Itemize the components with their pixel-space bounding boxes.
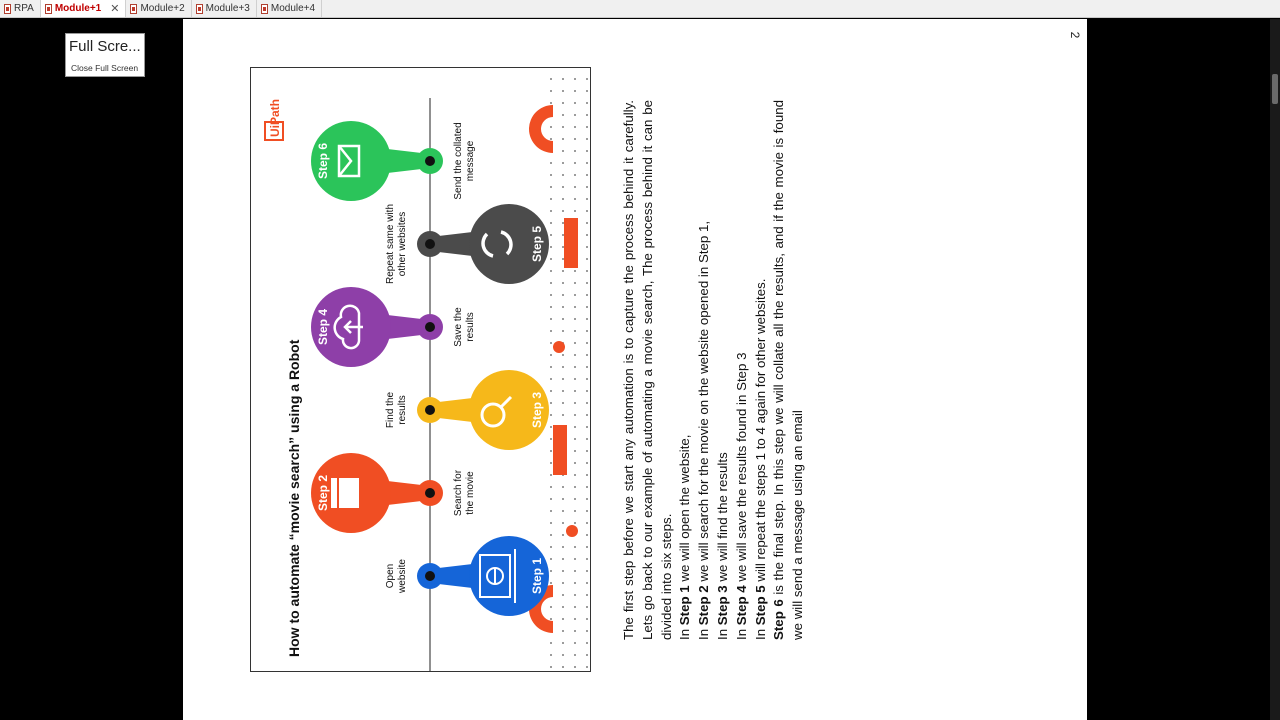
decor-dot [586,270,588,272]
decor-dot [550,126,552,128]
decor-dot [550,102,552,104]
decor-dot [562,198,564,200]
decor-dot [586,618,588,620]
decor-dot [550,402,552,404]
tab-label: Module+3 [205,3,250,14]
decor-dot [562,318,564,320]
dot-shape [553,341,565,353]
decor-dot [586,354,588,356]
decor-dot [562,126,564,128]
decor-dot [550,342,552,344]
slide-title: How to automate “movie search” using a Robot [286,339,302,657]
step-3 [385,370,549,450]
decor-dot [586,498,588,500]
full-screen-title: Full Scre... [69,38,141,55]
decor-dot [550,270,552,272]
decor-dot [574,366,576,368]
decor-dot [550,642,552,644]
decor-dot [562,174,564,176]
decor-dot [574,282,576,284]
decor-dot [574,582,576,584]
decor-dot [574,390,576,392]
decor-dot [550,510,552,512]
decor-dot [574,330,576,332]
decor-dot [562,630,564,632]
decor-dot [586,426,588,428]
decor-dot [586,102,588,104]
decor-dot [586,294,588,296]
decor-dot [574,198,576,200]
decor-dot [574,342,576,344]
decor-dot [574,438,576,440]
decor-dot [574,606,576,608]
decor-dot [562,522,564,524]
decor-dot [562,510,564,512]
step-label: the movie [465,471,476,515]
decor-dot [586,234,588,236]
decor-dot [574,450,576,452]
decor-dot [586,534,588,536]
decor-dot [586,594,588,596]
decor-dot [550,390,552,392]
decor-dot [586,546,588,548]
decor-dot [586,330,588,332]
clapperboard-icon [331,478,359,508]
decor-dot [586,162,588,164]
decor-dot [550,414,552,416]
decor-dot [562,234,564,236]
decor-dot [562,594,564,596]
decor-dot [562,642,564,644]
step-4 [311,287,476,367]
decor-dot [550,450,552,452]
decor-dot [574,402,576,404]
decor-dot [550,258,552,260]
decor-dot [586,402,588,404]
decor-dot [550,198,552,200]
step-line: In Step 4 we will save the results found in Step 3 [733,352,749,640]
decor-dot [550,546,552,548]
tab-label: RPA [14,3,34,14]
tab-label: Module+4 [270,3,316,14]
decor-dot [550,654,552,656]
decor-dot [574,522,576,524]
decor-dot [550,234,552,236]
decor-dot [562,354,564,356]
decor-dot [586,222,588,224]
decor-dot [586,174,588,176]
pdf-file-icon [45,4,52,14]
close-tab-icon[interactable]: ✕ [110,3,120,15]
step-label: results [397,395,408,425]
decor-dot [586,186,588,188]
process-slide [250,67,591,672]
decor-dot [574,354,576,356]
decor-dot [586,342,588,344]
step-1 [385,536,549,616]
decor-dot [562,366,564,368]
decor-dot [586,126,588,128]
decor-dot [562,306,564,308]
step-label: message [465,140,476,182]
decor-dot [574,270,576,272]
scrollbar-thumb[interactable] [1272,74,1278,104]
tab-module-3[interactable] [192,0,257,17]
decor-dot [574,498,576,500]
decor-dot [574,174,576,176]
decor-dot [586,582,588,584]
decor-dot [586,558,588,560]
step-line: In Step 2 we will search for the movie on the website opened in Step 1, [696,220,712,640]
decor-dot [574,414,576,416]
decor-dot [550,606,552,608]
decor-dot [586,114,588,116]
decor-dot [562,618,564,620]
decor-dot [562,378,564,380]
step-badge: Step 5 [530,225,544,263]
decor-dot [562,78,564,80]
step-label: Send the collated [453,122,464,200]
document-tab-bar [0,0,1280,18]
decor-dot [562,330,564,332]
decor-dot [586,438,588,440]
decor-dot [574,570,576,572]
full-screen-popup [65,33,145,77]
decor-dot [550,222,552,224]
decor-dot [562,546,564,548]
step-6 [311,121,476,201]
decor-dot [586,450,588,452]
decor-dot [550,330,552,332]
decor-dot [550,534,552,536]
decor-dot [550,378,552,380]
step-label: Find the [385,391,396,429]
bar-shape [564,218,578,268]
decor-dot [562,138,564,140]
decor-dot [562,102,564,104]
step-badge: Step 2 [316,474,330,512]
decor-dot [550,306,552,308]
step-label: results [465,312,476,342]
decor-dot [574,186,576,188]
decor-dot [550,162,552,164]
decor-dot [586,390,588,392]
decor-dot [562,498,564,500]
decor-dot [550,282,552,284]
step-badge: Step 4 [316,308,330,346]
decor-dot [574,558,576,560]
decor-dot [550,90,552,92]
decor-dot [550,558,552,560]
decor-dot [562,390,564,392]
decor-dot [550,582,552,584]
decor-dot [574,162,576,164]
decor-dot [550,294,552,296]
decor-dot [574,462,576,464]
step-label: Open [385,563,396,589]
decor-dot [550,570,552,572]
pdf-file-icon [196,4,203,14]
decor-dot [562,414,564,416]
decor-dot [574,114,576,116]
decor-dot [574,78,576,80]
decor-dot [586,210,588,212]
step-badge: Step 1 [530,557,544,595]
tab-label: Module+1 [54,3,102,14]
decor-dot [562,666,564,668]
decor-dot [574,642,576,644]
decor-dot [586,666,588,668]
pdf-file-icon [261,4,268,14]
decor-dot [574,654,576,656]
step-label: other websites [397,211,408,277]
decor-dot [574,474,576,476]
tab-module-4[interactable] [257,0,322,17]
decor-dot [574,510,576,512]
decor-dot [562,246,564,248]
tab-module-2[interactable] [126,0,191,17]
decor-dot [574,426,576,428]
step-line: In Step 3 we will find the results [714,452,730,640]
decor-dot [550,210,552,212]
decor-dot [550,186,552,188]
step-label: website [397,559,408,593]
decor-dot [586,630,588,632]
decor-dot [562,402,564,404]
decor-dot [550,318,552,320]
decor-dot [562,558,564,560]
decor-dot [574,318,576,320]
decor-dot [550,462,552,464]
decor-dot [586,570,588,572]
page-number: 2 [1068,31,1082,39]
decor-dot [562,570,564,572]
vertical-scrollbar[interactable] [1270,19,1280,720]
half-ring-shape [529,105,553,153]
decor-dot [574,378,576,380]
decor-dot [586,510,588,512]
decor-dot [562,534,564,536]
decor-dot [562,258,564,260]
uipath-logo [265,99,283,140]
step-label: Repeat same with [385,203,396,285]
decor-dot [586,522,588,524]
decor-dot [586,198,588,200]
decor-dot [562,270,564,272]
decor-dot [574,618,576,620]
process-diagram [251,68,591,672]
decor-dot [574,630,576,632]
decor-dot [550,474,552,476]
decor-dot [586,366,588,368]
logo-text: UiPath [268,98,282,137]
tab-rpa[interactable] [0,0,41,17]
decor-dot [586,78,588,80]
description-text [620,100,805,640]
pdf-file-icon [4,4,11,14]
decor-dot [550,618,552,620]
decor-dot [586,462,588,464]
decor-dot [574,126,576,128]
decor-dot [550,174,552,176]
tab-label: Module+2 [140,3,185,14]
decor-dot [562,282,564,284]
decor-dot [550,78,552,80]
decor-dot [574,210,576,212]
decor-dot [562,162,564,164]
decor-dot [586,306,588,308]
decor-dot [574,546,576,548]
dot-shape [566,525,578,537]
decor-dot [550,666,552,668]
decor-dot [550,486,552,488]
step-label: Search for [453,469,464,517]
decor-dot [586,474,588,476]
decor-dot [550,522,552,524]
decor-dot [550,366,552,368]
decor-dot [574,138,576,140]
decor-dot [562,114,564,116]
decor-dot [574,294,576,296]
decor-dot [574,150,576,152]
decor-dot [574,90,576,92]
step-line: In Step 5 will repeat the steps 1 to 4 again for other websites. [752,278,768,640]
decor-dot [562,486,564,488]
step-5 [385,204,549,284]
decor-dot [562,294,564,296]
close-full-screen-button[interactable]: Close Full Screen [71,63,139,73]
decor-dot [586,138,588,140]
step-line: Step 6 is the final step. In this step we will collate all the results, and if the movie is found we will send a message using an email [771,100,806,640]
decor-dot [586,606,588,608]
decor-dot [562,654,564,656]
decor-dot [562,582,564,584]
decor-dot [550,438,552,440]
decor-dot [586,282,588,284]
step-line: In Step 1 we will open the website, [677,434,693,640]
decor-dot [586,150,588,152]
decor-dot [586,642,588,644]
dotted-band [550,78,588,668]
decor-dot [586,90,588,92]
decor-dot [574,594,576,596]
tab-module-1[interactable] [41,0,127,17]
decor-dot [550,426,552,428]
decor-dot [574,102,576,104]
decor-dot [550,138,552,140]
bar-shape [553,425,567,475]
decor-dot [562,90,564,92]
decor-dot [562,606,564,608]
step-2 [311,453,476,533]
step-badge: Step 3 [530,391,544,429]
decor-dot [586,258,588,260]
decor-dot [586,246,588,248]
step-badge: Step 6 [316,142,330,180]
decor-dot [586,654,588,656]
decor-dot [586,486,588,488]
step-label: Save the [453,307,464,347]
decor-dot [586,378,588,380]
decor-dot [586,318,588,320]
decor-dot [586,414,588,416]
decor-dot [574,486,576,488]
decor-dot [550,498,552,500]
decor-dot [574,306,576,308]
decor-dot [562,210,564,212]
decor-dot [562,150,564,152]
decor-dot [550,354,552,356]
decor-dot [574,666,576,668]
intro-paragraph: The first step before we start any automation is to capture the process behind it carefully. Lets go back to our example of automating a movie search, The process behind it can be divided into six steps. [621,100,674,640]
decor-dot [550,246,552,248]
decor-dot [562,222,564,224]
pdf-file-icon [130,4,137,14]
decor-dot [562,186,564,188]
